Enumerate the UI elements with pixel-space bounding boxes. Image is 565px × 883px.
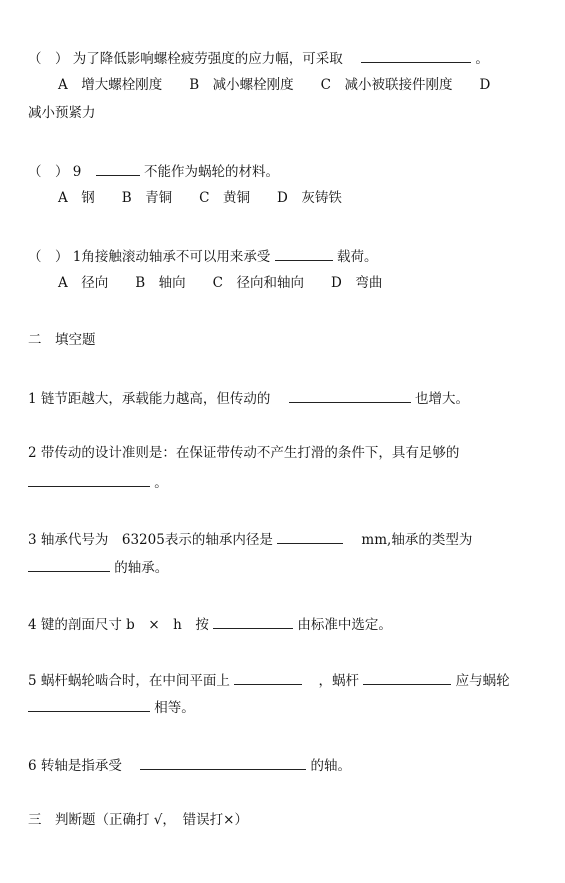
fill-6-end: 的轴。 [310, 758, 351, 774]
fill-5-blank-3[interactable] [28, 697, 150, 712]
fill-3-line2 [28, 557, 168, 577]
section-2-title: 二 填空题 [28, 332, 96, 348]
answer-blank[interactable] [275, 246, 333, 261]
question-3-stem [28, 246, 377, 266]
question-text: 1角接触滚动轴承不可以用来承受 [72, 249, 271, 265]
fill-6-blank[interactable] [140, 755, 306, 770]
fill-5-blank-2[interactable] [363, 670, 451, 685]
question-text-end: 载荷。 [336, 249, 378, 265]
fill-1-text: 1 链节距越大，承载能力越高，但传动的 [28, 391, 271, 407]
fill-5-line2 [28, 697, 195, 717]
fill-5-mid: ，蜗杆 [318, 673, 359, 689]
fill-4-text: 4 键的剖面尺寸 b × h 按 [28, 617, 209, 633]
section-3-title: 三 判断题（正确打 √， 错误打×） [28, 812, 248, 828]
fill-3-line1 [28, 529, 472, 549]
answer-paren: （ ） [28, 51, 69, 67]
question-number: 9 [72, 164, 82, 180]
question-1-stem [28, 48, 489, 68]
fill-2-line2 [28, 472, 168, 492]
fill-5-text: 5 蜗杆蜗轮啮合时，在中间平面上 [28, 673, 230, 689]
question-1-options: A 增大螺栓刚度 B 减小螺栓刚度 C 减小被联接件刚度 D [58, 77, 491, 93]
fill-3-blank-2[interactable] [28, 557, 110, 572]
fill-6-text: 6 转轴是指承受 [28, 758, 122, 774]
fill-3-text: 3 轴承代号为 63205表示的轴承内径是 [28, 532, 273, 548]
period: 。 [475, 51, 489, 67]
question-2-options: A 钢 B 青铜 C 黄铜 D 灰铸铁 [58, 190, 342, 206]
fill-3-blank-1[interactable] [277, 529, 343, 544]
fill-1 [28, 388, 469, 408]
fill-4-end: 由标准中选定。 [297, 617, 392, 633]
question-1-options-cont: 减小预紧力 [28, 105, 96, 121]
fill-3-end: 的轴承。 [114, 560, 169, 576]
fill-2-line1: 2 带传动的设计准则是：在保证带传动不产生打滑的条件下，具有足够的 [28, 445, 460, 461]
fill-5-end: 相等。 [154, 700, 195, 716]
answer-paren: （ ） [28, 164, 69, 180]
question-2-stem [28, 161, 279, 181]
fill-3-mid: mm,轴承的类型为 [361, 532, 473, 548]
fill-5-mid2: 应与蜗轮 [455, 673, 510, 689]
fill-2-end: 。 [154, 475, 168, 491]
fill-1-end: 也增大。 [414, 391, 469, 407]
question-3-options: A 径向 B 轴向 C 径向和轴向 D 弯曲 [58, 275, 383, 291]
fill-1-blank[interactable] [289, 388, 411, 403]
fill-5-blank-1[interactable] [234, 670, 302, 685]
fill-5-line1 [28, 670, 510, 690]
answer-blank[interactable] [96, 161, 140, 176]
fill-4 [28, 614, 392, 634]
fill-2-blank[interactable] [28, 472, 150, 487]
answer-paren: （ ） [28, 249, 69, 265]
fill-6 [28, 755, 351, 775]
question-text: 不能作为蜗轮的材料。 [143, 164, 279, 180]
answer-blank[interactable] [361, 48, 471, 63]
fill-4-blank[interactable] [213, 614, 293, 629]
question-text: 为了降低影响螺栓疲劳强度的应力幅，可采取 [72, 51, 343, 67]
